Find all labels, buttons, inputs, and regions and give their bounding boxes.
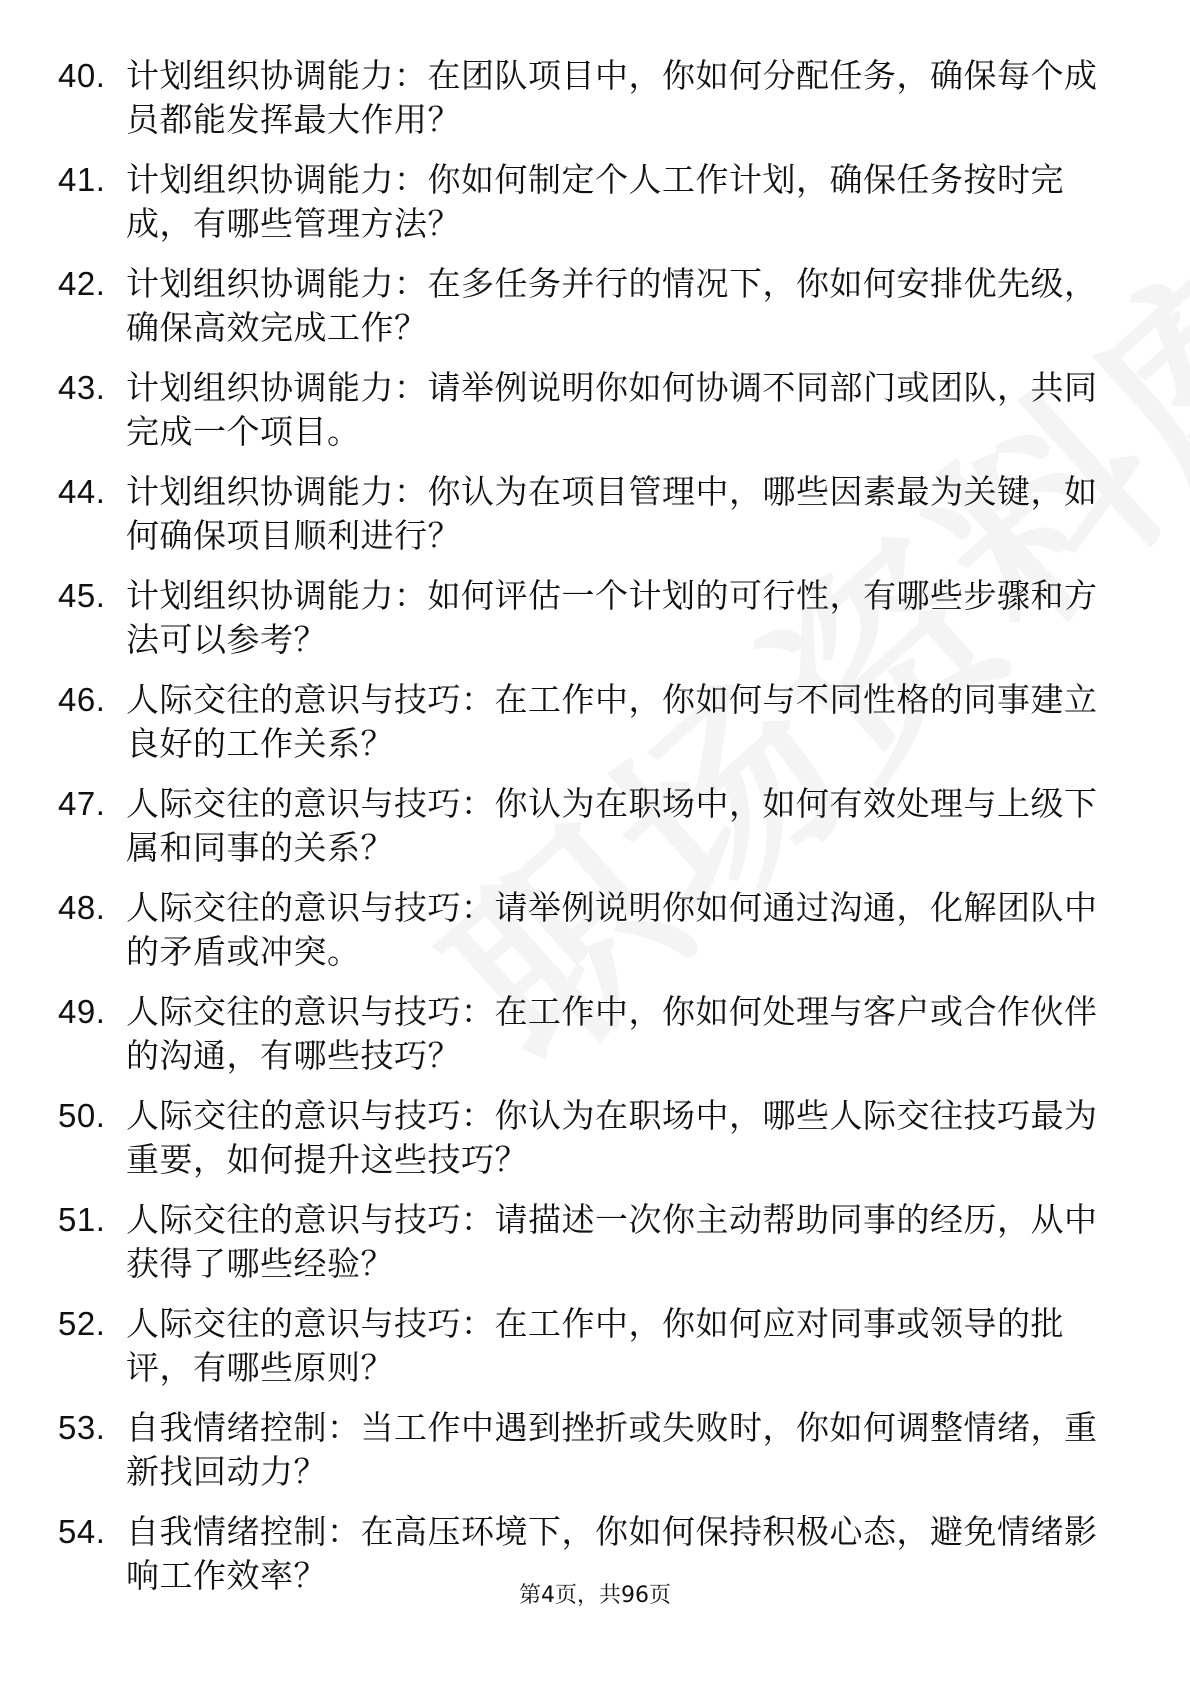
question-number: 49. — [58, 993, 106, 1030]
question-number: 41. — [58, 161, 106, 198]
question-number: 53. — [58, 1409, 106, 1446]
question-item — [58, 470, 1118, 558]
question-text: 人际交往的意识与技巧：你认为在职场中，哪些人际交往技巧最为重要，如何提升这些技巧？ — [126, 1096, 1098, 1179]
question-item — [58, 782, 1118, 870]
question-number: 48. — [58, 889, 106, 926]
question-item — [58, 366, 1118, 454]
question-text: 人际交往的意识与技巧：在工作中，你如何处理与客户或合作伙伴的沟通，有哪些技巧？ — [126, 992, 1098, 1075]
question-number: 43. — [58, 369, 106, 406]
question-item — [58, 1302, 1118, 1390]
question-text: 计划组织协调能力：如何评估一个计划的可行性，有哪些步骤和方法可以参考？ — [126, 576, 1098, 659]
question-number: 42. — [58, 265, 106, 302]
question-text: 人际交往的意识与技巧：你认为在职场中，如何有效处理与上级下属和同事的关系？ — [126, 784, 1098, 867]
question-number: 44. — [58, 473, 106, 510]
question-text: 人际交往的意识与技巧：请举例说明你如何通过沟通，化解团队中的矛盾或冲突。 — [126, 888, 1098, 971]
question-number: 50. — [58, 1097, 106, 1134]
question-item — [58, 886, 1118, 974]
page-footer: 第4页，共96页 — [519, 1583, 671, 1608]
question-number: 45. — [58, 577, 106, 614]
question-text: 计划组织协调能力：在团队项目中，你如何分配任务，确保每个成员都能发挥最大作用？ — [126, 56, 1098, 139]
question-text: 自我情绪控制：在高压环境下，你如何保持积极心态，避免情绪影响工作效率？ — [126, 1512, 1098, 1595]
question-item — [58, 1094, 1118, 1182]
question-text: 计划组织协调能力：你认为在项目管理中，哪些因素最为关键，如何确保项目顺利进行？ — [126, 472, 1098, 555]
question-item — [58, 1406, 1118, 1494]
question-number: 51. — [58, 1201, 106, 1238]
question-item — [58, 158, 1118, 246]
question-item — [58, 54, 1118, 142]
question-item — [58, 990, 1118, 1078]
question-number: 52. — [58, 1305, 106, 1342]
question-item — [58, 1198, 1118, 1286]
question-item — [58, 574, 1118, 662]
question-number: 46. — [58, 681, 106, 718]
question-number: 47. — [58, 785, 106, 822]
question-item — [58, 678, 1118, 766]
question-item — [58, 262, 1118, 350]
question-text: 人际交往的意识与技巧：在工作中，你如何应对同事或领导的批评，有哪些原则？ — [126, 1304, 1064, 1387]
question-text: 人际交往的意识与技巧：请描述一次你主动帮助同事的经历，从中获得了哪些经验？ — [126, 1200, 1098, 1283]
question-text: 计划组织协调能力：在多任务并行的情况下，你如何安排优先级，确保高效完成工作？ — [126, 264, 1098, 347]
question-text: 自我情绪控制：当工作中遇到挫折或失败时，你如何调整情绪，重新找回动力？ — [126, 1408, 1098, 1491]
question-text: 计划组织协调能力：请举例说明你如何协调不同部门或团队，共同完成一个项目。 — [126, 368, 1098, 451]
question-text: 计划组织协调能力：你如何制定个人工作计划，确保任务按时完成，有哪些管理方法？ — [126, 160, 1064, 243]
question-text: 人际交往的意识与技巧：在工作中，你如何与不同性格的同事建立良好的工作关系？ — [126, 680, 1098, 763]
question-number: 40. — [58, 57, 106, 94]
question-list — [58, 54, 1118, 1614]
question-number: 54. — [58, 1513, 106, 1550]
